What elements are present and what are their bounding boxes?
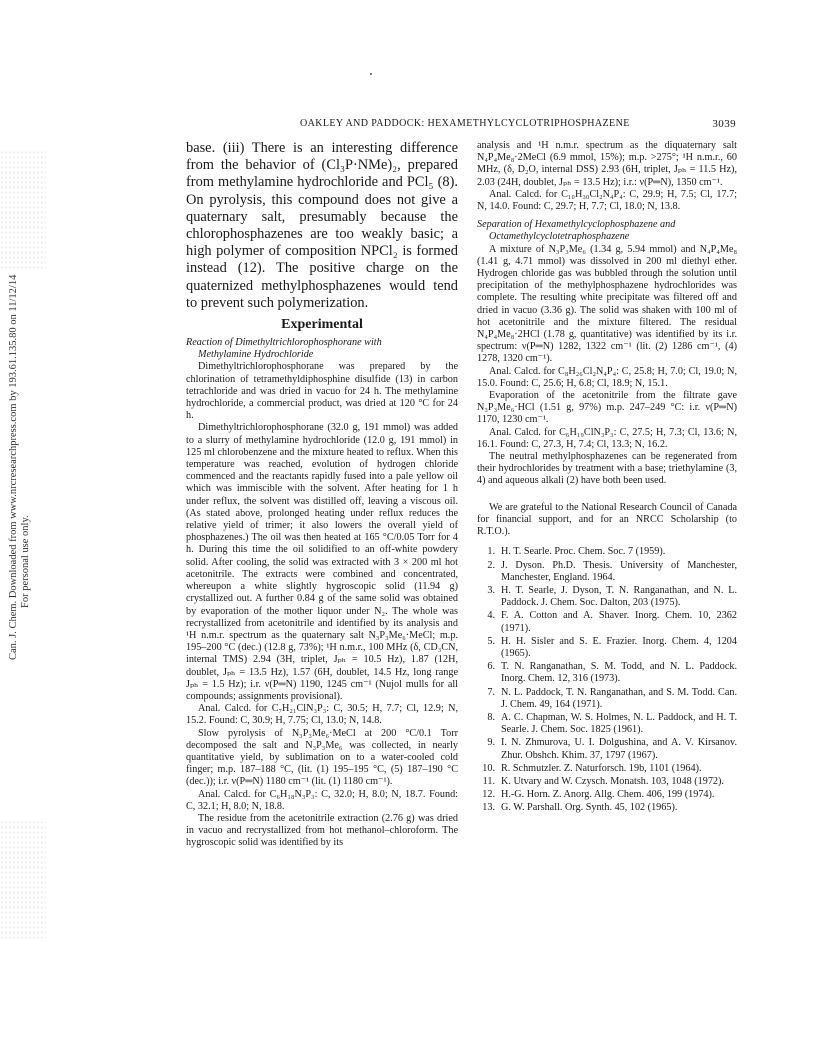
reference-item [477,776,737,788]
reference-item [477,712,737,736]
download-watermark [0,274,31,660]
reference-number: 7. [487,686,495,698]
scan-speck [370,73,372,75]
reference-item [477,661,737,685]
watermark-line-2: For personal use only. [20,515,31,608]
reference-item [477,802,737,814]
paragraph: The neutral methylphosphazenes can be regenerated from their hydrochlorides by treatment with a base; triethylamine (3, 4) and aqueous alkali (2) have both been used. [477,451,737,487]
reference-item [477,737,737,761]
intro-paragraph: base. (iii) There is an interesting difference from the behavior of (Cl₃P·NMe)₂, prepared from methylamine hydrochloride and PCl₅ (8). On pyrolysis, this compound does not give a quaternary salt, presumably because the chlorophosphazenes are too weakly basic; a high polymer of composition NPCl₂ is formed instead (12). The positive charge on the quaternized methylphosphazenes would tend to prevent such polymerization. [186,140,458,311]
reference-number: 3. [487,584,495,596]
reference-number: 9. [487,737,495,749]
reference-item [477,687,737,711]
reference-number: 12. [482,789,495,801]
analysis-paragraph: Anal. Calcd. for C₇H₂₁ClN₃P₃: C, 30.5; H, 7.7; Cl, 12.9; N, 15.2. Found: C, 30.9; H, 7.75; Cl, 13.0; N, 14.8. [186,703,458,727]
reference-text: K. Utvary and W. Czysch. Monatsh. 103, 1048 (1972). [501,775,724,787]
reference-item [477,585,737,609]
reference-item [477,560,737,584]
page-number: 3039 [712,118,736,130]
subheading-2-line-1: Separation of Hexamethylcyclophosphazene and [477,219,676,231]
subheading-1-line-1: Reaction of Dimethyltrichlorophosphorane with [186,337,382,349]
reference-number: 1. [487,546,495,558]
subheading-2-line-2: Octamethylcyclotetraphosphazene [489,231,630,243]
reference-text: A. C. Chapman, W. S. Holmes, N. L. Paddock, and H. T. Searle. J. Chem. Soc. 1825 (1961). [501,711,737,736]
paragraph: Slow pyrolysis of N₃P₃Me₆·MeCl at 200 °C/0.1 Torr decomposed the salt and N₃P₃Me₆ was collected, in nearly quantitative yield, by sublimation on to a water-cooled cold finger; m.p. 187–188 °C, (lit. (1) 195–195 °C, (5) 187–190 °C (dec.)); i.r. ν(P═N) 1180 cm⁻¹ (lit. (1) 1180 cm⁻¹). [186,727,458,788]
acknowledgement: We are grateful to the National Research Council of Canada for financial support, and for an NRCC Scholarship (to R.T.O.). [477,501,737,538]
scan-noise-top [0,150,46,270]
section-title-experimental: Experimental [281,317,363,333]
scan-noise-bottom [0,820,46,940]
analysis-paragraph: Anal. Calcd. for C₈H₂₆Cl₂N₄P₄: C, 25.8; H, 7.0; Cl, 19.0; N, 15.0. Found: C, 25.6; H, 6.8; Cl, 18.9; N, 15.1. [477,365,737,389]
paragraph: Dimethyltrichlorophosphorane (32.0 g, 191 mmol) was added to a slurry of methylamine hydrochloride (12.0 g, 191 mmol) in 125 ml chlorobenzene and the mixture heated to reflux. When this temperature was reached, evolution of hydrogen chloride commenced and the reactants rapidly fused into a pale yellow oil which was immiscible with the solvent. After heating for 1 h under reflux, the solvent was distilled off, leaving a viscous oil. (As stated above, prolonged heating under reflux reduces the relative yield of trimer; it also lowers the overall yield of phosphazenes.) The oil was then heated at 165 °C/0.05 Torr for 4 h. During this time the oil solidified to an off-white powdery solid. After cooling, the solid was extracted with 3 × 200 ml hot acetonitrile. The extracts were combined and concentrated, whereupon a white slightly hygroscopic solid (11.94 g) crystallized out. A further 0.84 g of the same solid was obtained by evaporation of the mother liquor under N₂. The whole was recrystallized from acetonitrile and identified by its analysis and ¹H n.m.r. spectrum as the quaternary salt N₃P₃Me₆·MeCl; m.p. 195–200 °C (dec.) (12.8 g, 73%); ¹H n.m.r., 100 MHz (δ, CD₃CN, internal TMS) 2.94 (3H, triplet, Jₚₕ = 10.5 Hz), 1.87 (12H, doublet, Jₚₕ = 13.5 Hz), 1.57 (6H, doublet, 14.5 Hz, long range Jₚₕ = 1.5 Hz); i.r. ν(P═N) 1190, 1245 cm⁻¹ (Nujol mulls for all compounds; assignments provisional). [186,422,458,702]
analysis-paragraph: Anal. Calcd. for C₆H₁₉ClN₃P₃: C, 27.5; H, 7.3; Cl, 13.6; N, 16.1. Found: C, 27.3, H, 7.4; Cl, 13.3; N, 16.2. [477,426,737,450]
reference-item [477,636,737,660]
paragraph: Dimethyltrichlorophosphorane was prepared by the chlorination of tetramethyldiphosphine disulfide (13) in carbon tetrachloride and was dried in vacuo for 24 h. The methylamine hydrochloride, a commercial product, was dried at 120 °C for 24 h. [186,361,458,422]
reference-text: H. T. Searle. Proc. Chem. Soc. 7 (1959). [501,546,666,558]
analysis-paragraph: Anal. Calcd. for C₆H₁₈N₃P₃: C, 32.0; H, 8.0; N, 18.7. Found: C, 32.1; H, 8.0; N, 18.8. [186,788,458,812]
paragraph: The residue from the acetonitrile extraction (2.76 g) was dried in vacuo and recrystallized from hot methanol–chloroform. The hygroscopic solid was identified by its [186,812,458,849]
reference-text: H.-G. Horn. Z. Anorg. Allg. Chem. 406, 199 (1974). [501,789,715,801]
reference-number: 5. [487,635,495,647]
reference-item [477,610,737,634]
reference-number: 4. [487,610,495,622]
reference-item [477,789,737,801]
watermark-line-1: Can. J. Chem. Downloaded from www.nrcresearchpress.com by 193.61.135.80 on 11/12/14 [8,274,19,660]
reference-text: F. A. Cotton and A. Shaver. Inorg. Chem. 10, 2362 (1971). [501,610,737,634]
reference-list [477,546,737,814]
reference-item [477,763,737,775]
reference-text: I. N. Zhmurova, U. I. Dolgushina, and A. V. Kirsanov. Zhur. Obshch. Khim. 37, 1797 (1967). [501,737,737,761]
reference-number: 2. [487,559,495,571]
paragraph: A mixture of N₃P₃Me₆ (1.34 g, 5.94 mmol) and N₄P₄Me₈ (1.41 g, 4.71 mmol) was dissolved in 200 ml diethyl ether. Hydrogen chloride gas was bubbled through the solution until precipitation of the methylphosphazene hydrochlorides was complete. The resulting white precipitate was filtered off and dried in vacuo (3.36 g). The solid was shaken with 100 ml of hot acetonitrile and the mixture filtered. The residual N₄P₄Me₈·2HCl (1.78 g, quantitative) was identified by its i.r. spectrum: ν(P═N) 1282, 1322 cm⁻¹ (lit. (2) 1286 cm⁻¹, (4) 1278, 1320 cm⁻¹). [477,243,737,365]
reference-number: 11. [482,775,495,787]
reference-number: 13. [482,802,495,814]
paragraph: analysis and ¹H n.m.r. spectrum as the diquaternary salt N₄P₄Me₈·2MeCl (6.9 mmol, 15%); m.p. >275°; ¹H n.m.r., 60 MHz, (δ, D₂O, internal DSS) 2.93 (6H, triplet, Jₚₕ = 11.5 Hz), 2.03 (24H, doublet, Jₚₕ = 13.5 Hz); i.r.: ν(P═N), 1350 cm⁻¹. [477,140,737,188]
reference-text: G. W. Parshall. Org. Synth. 45, 102 (1965). [501,802,678,814]
running-title: OAKLEY AND PADDOCK: HEXAMETHYLCYCLOTRIPHOSPHAZENE [300,118,630,129]
reference-number: 8. [487,711,495,723]
reference-text: H. H. Sisler and S. E. Frazier. Inorg. Chem. 4, 1204 (1965). [501,635,737,659]
paragraph: Evaporation of the acetonitrile from the filtrate gave N₃P₃Me₆·HCl (1.51 g, 97%) m.p. 247–249 °C: i.r. ν(P═N) 1170, 1230 cm⁻¹. [477,390,737,426]
reference-number: 10. [482,762,495,774]
reference-text: T. N. Ranganathan, S. M. Todd, and N. L. Paddock. Inorg. Chem. 12, 316 (1973). [501,661,737,685]
reference-item [477,546,737,558]
analysis-paragraph: Anal. Calcd. for C₁₀H₃₀Cl₂N₄P₄: C, 29.9; H, 7.5; Cl, 17.7; N, 14.0. Found: C, 29.7; H, 7.7; Cl, 18.0; N, 13.8. [477,188,737,213]
reference-text: R. Schmutzler. Z. Naturforsch. 19b, 1101 (1964). [501,762,702,774]
reference-text: J. Dyson. Ph.D. Thesis. University of Manchester, Manchester, England. 1964. [501,559,737,583]
reference-text: N. L. Paddock, T. N. Ranganathan, and S. M. Todd. Can. J. Chem. 49, 164 (1971). [501,686,737,710]
reference-number: 6. [487,661,495,673]
left-column [186,140,458,850]
subheading-1-line-2: Methylamine Hydrochloride [198,349,314,361]
right-column [477,140,737,816]
reference-text: H. T. Searle, J. Dyson, T. N. Ranganathan, and N. L. Paddock. J. Chem. Soc. Dalton, 203 (1975). [501,584,737,609]
